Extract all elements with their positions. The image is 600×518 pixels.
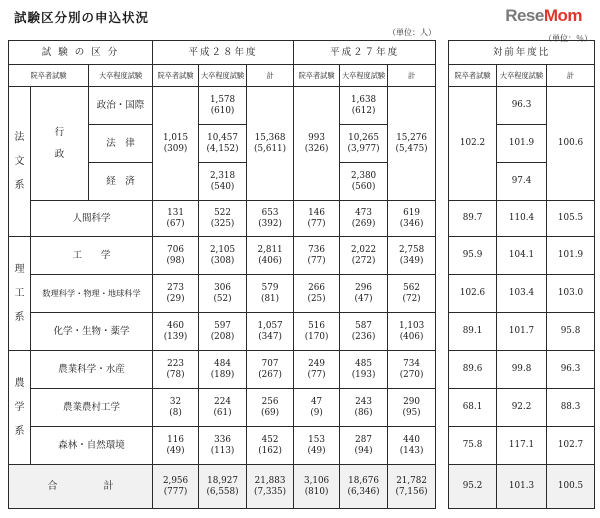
group-houbun: 法 文 系 xyxy=(9,87,31,237)
cell-total-ratio-grad: 95.2 xyxy=(449,465,497,509)
row-label-nougyou: 農業科学・水産 xyxy=(31,351,153,389)
cell-nougyou-h28-total: 707 (267) xyxy=(247,351,294,389)
header-ratio-univ: 大卒程度試験 xyxy=(497,65,547,87)
cell-gyousei-h28-grad: 1,015 (309) xyxy=(153,87,199,201)
cell-nougyou-h27-grad: 249 (77) xyxy=(294,351,340,389)
cell-nounou-ratio-total: 88.3 xyxy=(547,389,595,427)
cell-nounou-h28-grad: 32 (8) xyxy=(153,389,199,427)
cell-kagaku-h28-total: 1,057 (347) xyxy=(247,313,294,351)
cell-ningen-ratio-univ: 110.4 xyxy=(497,201,547,237)
header-category: 試 験 の 区 分 xyxy=(9,41,153,65)
cell-total-h27-grad: 3,106 (810) xyxy=(294,465,340,509)
cell-nounou-h27-grad: 47 (9) xyxy=(294,389,340,427)
row-label-suuri: 数理科学・物理・地球科学 xyxy=(31,275,153,313)
header-h28: 平成２８年度 xyxy=(153,41,294,65)
cell-suuri-h27-univ: 296 (47) xyxy=(340,275,388,313)
cell-kagaku-h27-grad: 516 (170) xyxy=(294,313,340,351)
cell-houritsu-h28-univ: 10,457 (4,152) xyxy=(199,125,247,163)
applications-table xyxy=(8,40,436,509)
cell-nougyou-ratio-grad: 89.6 xyxy=(449,351,497,389)
cell-kagaku-ratio-univ: 101.7 xyxy=(497,313,547,351)
cell-kagaku-h28-univ: 597 (208) xyxy=(199,313,247,351)
cell-suuri-ratio-total: 103.0 xyxy=(547,275,595,313)
cell-total-ratio-univ: 101.3 xyxy=(497,465,547,509)
cell-seiji-h27-univ: 1,638 (612) xyxy=(340,87,388,125)
unit-label-people: （単位：人） xyxy=(388,28,436,37)
header-ratio: 対前年度比 xyxy=(449,41,595,65)
cell-total-h28-total: 21,883 (7,335) xyxy=(247,465,294,509)
cell-shinrin-h28-univ: 336 (113) xyxy=(199,427,247,465)
cell-nounou-ratio-univ: 92.2 xyxy=(497,389,547,427)
group-gyousei: 行 政 xyxy=(31,87,89,201)
cell-suuri-h27-grad: 266 (25) xyxy=(294,275,340,313)
yoy-ratio-table xyxy=(448,40,595,509)
cell-gyousei-ratio-grad: 102.2 xyxy=(449,87,497,201)
cell-total-h28-grad: 2,956 (777) xyxy=(153,465,199,509)
cell-suuri-h27-total: 562 (72) xyxy=(388,275,436,313)
header-ratio-grad: 院卒者試験 xyxy=(449,65,497,87)
cell-suuri-h28-univ: 306 (52) xyxy=(199,275,247,313)
cell-keizai-h28-univ: 2,318 (540) xyxy=(199,163,247,201)
cell-shinrin-h28-total: 452 (162) xyxy=(247,427,294,465)
row-label-seiji: 政治・国際 xyxy=(89,87,153,125)
cell-kagaku-h27-total: 1,103 (406) xyxy=(388,313,436,351)
cell-ningen-h28-grad: 131 (67) xyxy=(153,201,199,237)
cell-kougaku-ratio-univ: 104.1 xyxy=(497,237,547,275)
header-h27-grad: 院卒者試験 xyxy=(294,65,340,87)
cell-ningen-h27-grad: 146 (77) xyxy=(294,201,340,237)
logo-text-rese: Rese xyxy=(505,6,544,25)
cell-kougaku-h27-grad: 736 (77) xyxy=(294,237,340,275)
cell-nounou-h28-univ: 224 (61) xyxy=(199,389,247,427)
cell-shinrin-h28-grad: 116 (49) xyxy=(153,427,199,465)
cell-ningen-h28-total: 653 (392) xyxy=(247,201,294,237)
cell-suuri-ratio-univ: 103.4 xyxy=(497,275,547,313)
cell-shinrin-ratio-univ: 117.1 xyxy=(497,427,547,465)
cell-nounou-h27-total: 290 (95) xyxy=(388,389,436,427)
cell-gyousei-ratio-total: 100.6 xyxy=(547,87,595,201)
header-h27: 平成２７年度 xyxy=(294,41,436,65)
cell-houritsu-h27-univ: 10,265 (3,977) xyxy=(340,125,388,163)
cell-gyousei-h27-total: 15,276 (5,475) xyxy=(388,87,436,201)
cell-seiji-h28-univ: 1,578 (610) xyxy=(199,87,247,125)
cell-kougaku-h27-total: 2,758 (349) xyxy=(388,237,436,275)
resemom-logo xyxy=(505,6,582,26)
cell-kagaku-h28-grad: 460 (139) xyxy=(153,313,199,351)
cell-kougaku-h28-total: 2,811 (406) xyxy=(247,237,294,275)
cell-ningen-h27-total: 619 (346) xyxy=(388,201,436,237)
cell-shinrin-ratio-total: 102.7 xyxy=(547,427,595,465)
cell-kougaku-h28-grad: 706 (98) xyxy=(153,237,199,275)
row-label-keizai: 経 済 xyxy=(89,163,153,201)
cell-seiji-ratio-univ: 96.3 xyxy=(497,87,547,125)
cell-suuri-h28-total: 579 (81) xyxy=(247,275,294,313)
header-h27-total: 計 xyxy=(388,65,436,87)
cell-nougyou-h28-univ: 484 (189) xyxy=(199,351,247,389)
cell-kagaku-ratio-total: 95.8 xyxy=(547,313,595,351)
cell-kougaku-ratio-grad: 95.9 xyxy=(449,237,497,275)
cell-ningen-ratio-grad: 89.7 xyxy=(449,201,497,237)
cell-suuri-ratio-grad: 102.6 xyxy=(449,275,497,313)
cell-total-ratio-total: 100.5 xyxy=(547,465,595,509)
header-univ-exam: 大卒程度試験 xyxy=(89,65,153,87)
cell-total-h28-univ: 18,927 (6,558) xyxy=(199,465,247,509)
cell-kougaku-h28-univ: 2,105 (308) xyxy=(199,237,247,275)
cell-ningen-h27-univ: 473 (269) xyxy=(340,201,388,237)
cell-shinrin-h27-grad: 153 (49) xyxy=(294,427,340,465)
group-rikou: 理 工 系 xyxy=(9,237,31,351)
header-h27-univ: 大卒程度試験 xyxy=(340,65,388,87)
row-label-nounou: 農業農村工学 xyxy=(31,389,153,427)
cell-gyousei-h28-total: 15,368 (5,611) xyxy=(247,87,294,201)
header-h28-univ: 大卒程度試験 xyxy=(199,65,247,87)
unit-label-percent: （単位：％） xyxy=(544,34,592,43)
cell-kagaku-ratio-grad: 89.1 xyxy=(449,313,497,351)
cell-keizai-ratio-univ: 97.4 xyxy=(497,163,547,201)
row-label-kagaku: 化学・生物・薬学 xyxy=(31,313,153,351)
row-label-total: 合 計 xyxy=(9,465,153,509)
cell-ningen-h28-univ: 522 (325) xyxy=(199,201,247,237)
cell-nougyou-h27-total: 734 (270) xyxy=(388,351,436,389)
cell-total-h27-univ: 18,676 (6,346) xyxy=(340,465,388,509)
cell-shinrin-h27-univ: 287 (94) xyxy=(340,427,388,465)
cell-ningen-ratio-total: 105.5 xyxy=(547,201,595,237)
cell-nougyou-h27-univ: 485 (193) xyxy=(340,351,388,389)
cell-nounou-h28-total: 256 (69) xyxy=(247,389,294,427)
group-nougaku: 農 学 系 xyxy=(9,351,31,465)
cell-nougyou-ratio-univ: 99.8 xyxy=(497,351,547,389)
header-ratio-total: 計 xyxy=(547,65,595,87)
cell-nounou-h27-univ: 243 (86) xyxy=(340,389,388,427)
cell-nougyou-ratio-total: 96.3 xyxy=(547,351,595,389)
row-label-kougaku: 工 学 xyxy=(31,237,153,275)
cell-nougyou-h28-grad: 223 (78) xyxy=(153,351,199,389)
cell-shinrin-h27-total: 440 (143) xyxy=(388,427,436,465)
header-h28-grad: 院卒者試験 xyxy=(153,65,199,87)
cell-nounou-ratio-grad: 68.1 xyxy=(449,389,497,427)
row-label-shinrin: 森林・自然環境 xyxy=(31,427,153,465)
cell-kougaku-ratio-total: 101.9 xyxy=(547,237,595,275)
cell-keizai-h27-univ: 2,380 (560) xyxy=(340,163,388,201)
cell-kougaku-h27-univ: 2,022 (272) xyxy=(340,237,388,275)
cell-kagaku-h27-univ: 587 (236) xyxy=(340,313,388,351)
logo-text-mom: Mom xyxy=(543,6,582,25)
header-grad-exam: 院卒者試験 xyxy=(9,65,89,87)
cell-houritsu-ratio-univ: 101.9 xyxy=(497,125,547,163)
page-title: 試験区分別の申込状況 xyxy=(14,10,150,25)
cell-gyousei-h27-grad: 993 (326) xyxy=(294,87,340,201)
cell-suuri-h28-grad: 273 (29) xyxy=(153,275,199,313)
cell-shinrin-ratio-grad: 75.8 xyxy=(449,427,497,465)
row-label-houritsu: 法 律 xyxy=(89,125,153,163)
header-h28-total: 計 xyxy=(247,65,294,87)
row-label-ningen: 人間科学 xyxy=(31,201,153,237)
cell-total-h27-total: 21,782 (7,156) xyxy=(388,465,436,509)
